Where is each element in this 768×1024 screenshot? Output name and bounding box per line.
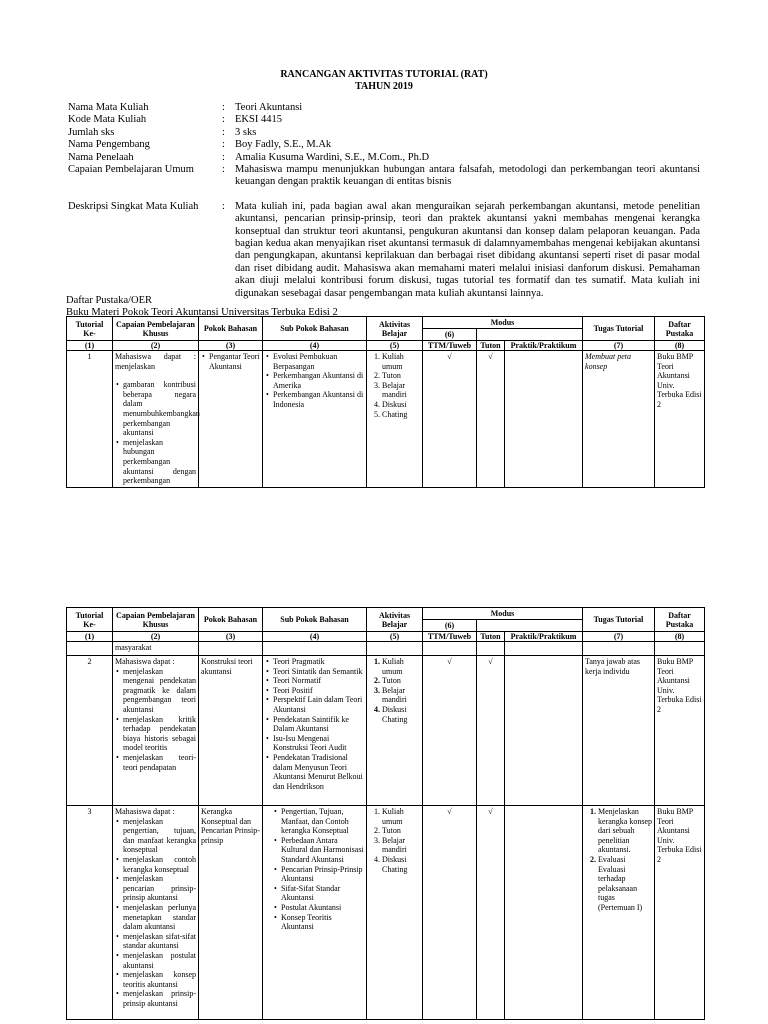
list-item: 2. Tuton — [382, 371, 420, 381]
reference-text: Buku Materi Pokok Teori Akuntansi Universitas Terbuka Edisi 2 — [66, 307, 338, 318]
col-number: (5) — [367, 341, 423, 351]
info-key: Capaian Pembelajaran Umum — [68, 164, 194, 176]
table-header-row — [67, 632, 705, 642]
list-item: • Teori Sintatik dan Semantik — [273, 667, 364, 677]
col-number: (8) — [655, 341, 705, 351]
tuton-check: √ — [477, 656, 505, 806]
praktik-cell — [505, 806, 583, 1020]
tugas-cell: Membuat peta konsep — [583, 351, 655, 488]
pokok-cell: Kerangka Konseptual dan Pencarian Prinsip-prinsip — [199, 806, 263, 1020]
header-capaian: Capaian Pembelajaran Khusus — [113, 317, 199, 341]
praktik-cell — [505, 656, 583, 806]
list-item: • Perspektif Lain dalam Teori Akuntansi — [273, 695, 364, 714]
list-item: • Teori Pragmatik — [273, 657, 364, 667]
tugas-cell: Tanya jawab atas kerja individu — [583, 656, 655, 806]
list-item: 1. Kuliah umum — [382, 657, 420, 676]
header-tugas: Tugas Tutorial — [583, 608, 655, 632]
rat-table-page1 — [66, 316, 705, 488]
sub-cell — [263, 806, 367, 1020]
info-key: Nama Penelaah — [68, 151, 134, 163]
course-info-row — [68, 164, 700, 201]
list-item: • Isu-Isu Mengenai Konstruksi Teori Audit — [273, 734, 364, 753]
list-item: • menjelaskan mengenai pendekatan pragmatik ke dalam pengembangan teori akuntansi — [123, 667, 196, 715]
col-number: (1) — [67, 632, 113, 642]
table-row — [67, 806, 705, 1020]
ttm-check: √ — [423, 656, 477, 806]
aktivitas-cell — [367, 351, 423, 488]
list-item: • menjelaskan perlunya menetapkan standar dalam akuntansi — [123, 903, 196, 932]
info-colon: : — [222, 164, 225, 176]
list-item: 2. Tuton — [382, 676, 420, 686]
list-item: • menjelaskan pencarian prinsip-prinsip akuntansi — [123, 874, 196, 903]
header-pokok: Pokok Bahasan — [199, 317, 263, 341]
tuton-check: √ — [477, 806, 505, 1020]
info-colon: : — [222, 200, 225, 212]
info-colon: : — [222, 139, 225, 151]
info-value: 3 sks — [235, 126, 257, 138]
list-item: • Pengantar Teori Akuntansi — [209, 352, 260, 371]
table-row — [67, 351, 705, 488]
list-item: • gambaran kontribusi beberapa negara dalam menumbuhkembangkan perkembangan akuntansi — [123, 380, 196, 438]
info-key: Deskripsi Singkat Mata Kuliah — [68, 200, 199, 212]
tugas-cell — [583, 806, 655, 1020]
info-value: Teori Akuntansi — [235, 102, 303, 113]
list-item: • menjelaskan konsep teoritis akuntansi — [123, 970, 196, 989]
tuton-check: √ — [477, 351, 505, 488]
list-item: • menjelaskan hubungan perkembangan akuntansi dengan perkembangan — [123, 438, 196, 486]
list-item: • Perkembangan Akuntansi di Amerika — [273, 371, 364, 390]
reference-label: Daftar Pustaka/OER — [66, 295, 153, 306]
list-item: 1. Kuliah umum — [382, 807, 420, 826]
header-tuton: Tuton — [477, 341, 505, 351]
course-info-row — [68, 201, 700, 300]
list-item: 3. Belajar mandiri — [382, 381, 420, 400]
header-pokok: Pokok Bahasan — [199, 608, 263, 632]
header-praktik: Praktik/Praktikum — [505, 341, 583, 351]
header-sub: Sub Pokok Bahasan — [263, 608, 367, 632]
list-item: • Perkembangan Akuntansi di Indonesia — [273, 390, 364, 409]
table-header-row — [67, 341, 705, 351]
list-item: • Pendekatan Saintifik ke Dalam Akuntansi — [273, 715, 364, 734]
info-key: Jumlah sks — [68, 126, 115, 138]
list-item: 1. Menjelaskan kerangka konsep dari sebuah penelitian akuntansi. — [598, 807, 652, 855]
course-info-table — [68, 102, 700, 300]
list-item: 1. Kuliah umum — [382, 352, 420, 371]
col-number: (5) — [367, 632, 423, 642]
list-item: 5. Chating — [382, 410, 420, 420]
daftar-cell: Buku BMP Teori Akuntansi Univ. Terbuka Edisi 2 — [655, 656, 705, 806]
col-number: (2) — [113, 341, 199, 351]
course-info-row — [68, 139, 700, 151]
course-info-row — [68, 114, 700, 126]
daftar-cell: Buku BMP Teori Akuntansi Univ. Terbuka Edisi 2 — [655, 806, 705, 1020]
header-aktivitas: Aktivitas Belajar — [367, 317, 423, 341]
header-daftar: Daftar Pustaka — [655, 608, 705, 632]
header-sub: Sub Pokok Bahasan — [263, 317, 367, 341]
header-tutorial: Tutorial Ke- — [67, 608, 113, 632]
list-item: 4. Diskusi Chating — [382, 855, 420, 874]
list-item: • Konsep Teoritis Akuntansi — [281, 913, 364, 932]
header-modus-number: (6) — [423, 329, 477, 341]
header-tugas: Tugas Tutorial — [583, 317, 655, 341]
table-header-row — [67, 608, 705, 620]
ttm-check: √ — [423, 806, 477, 1020]
info-colon: : — [222, 102, 225, 113]
col-number: (3) — [199, 341, 263, 351]
list-item: • menjelaskan kritik terhadap pendekatan biaya historis sebagai model teoritis — [123, 715, 196, 753]
tugas-list — [585, 807, 652, 913]
sub-cell — [263, 656, 367, 806]
info-value: EKSI 4415 — [235, 114, 282, 126]
header-capaian: Capaian Pembelajaran Khusus — [113, 608, 199, 632]
capaian-intro: Mahasiswa dapat : — [115, 807, 175, 816]
course-info-row — [68, 102, 700, 114]
capaian-intro: Mahasiswa dapat : menjelaskan — [115, 352, 196, 371]
capaian-list — [115, 817, 196, 1009]
list-item: • menjelaskan teori-teori pendapatan — [123, 753, 196, 772]
document-year: TAHUN 2019 — [355, 81, 413, 92]
list-item: 2. Tuton — [382, 826, 420, 836]
info-colon: : — [222, 114, 225, 126]
list-item: • Perbedaan Antara Kultural dan Harmonisasi Standard Akuntansi — [281, 836, 364, 865]
table-header-row — [67, 317, 705, 329]
list-item: • Teori Normatif — [273, 676, 364, 686]
col-number: (4) — [263, 341, 367, 351]
header-modus: Modus — [423, 317, 583, 329]
sub-list — [265, 657, 364, 791]
table-row-continued — [67, 642, 705, 656]
list-item: • Sifat-Sifat Standar Akuntansi — [281, 884, 364, 903]
info-key: Kode Mata Kuliah — [68, 114, 147, 126]
info-value: Boy Fadly, S.E., M.Ak — [235, 139, 332, 151]
header-tutorial: Tutorial Ke- — [67, 317, 113, 341]
info-key: Nama Pengembang — [68, 139, 150, 151]
capaian-cell — [113, 351, 199, 488]
list-item: • menjelaskan prinsip-prinsip akuntansi — [123, 989, 196, 1008]
ttm-check: √ — [423, 351, 477, 488]
list-item: 4. Diskusi — [382, 400, 420, 410]
info-colon: : — [222, 151, 225, 163]
pokok-cell: Konstruksi teori akuntansi — [199, 656, 263, 806]
info-value: Mahasiswa mampu menunjukkan hubungan antara falsafah, metodologi dan perkembangan teori akuntansi keuangan dengan praktik keuangan di entitas bisnis — [235, 164, 700, 188]
list-item: • menjelaskan postulat akuntansi — [123, 951, 196, 970]
col-number: (7) — [583, 341, 655, 351]
list-item: • menjelaskan sifat-sifat standar akuntansi — [123, 932, 196, 951]
col-number: (7) — [583, 632, 655, 642]
list-item: • Evolusi Pembukuan Berpasangan — [273, 352, 364, 371]
continued-text: masyarakat — [113, 642, 199, 656]
header-modus-number: (6) — [423, 620, 477, 632]
list-item: 4. Diskusi Chating — [382, 705, 420, 724]
header-aktivitas: Aktivitas Belajar — [367, 608, 423, 632]
list-item: • menjelaskan contoh kerangka konseptual — [123, 855, 196, 874]
info-key: Nama Mata Kuliah — [68, 102, 149, 113]
capaian-cell — [113, 806, 199, 1020]
col-number: (8) — [655, 632, 705, 642]
header-daftar: Daftar Pustaka — [655, 317, 705, 341]
header-ttm: TTM/Tuweb — [423, 341, 477, 351]
header-tuton: Tuton — [477, 632, 505, 642]
list-item: • Pendekatan Tradisional dalam Menyusun Teori Akuntansi Menurut Belkoui dan Hendrikson — [273, 753, 364, 791]
list-item: 3. Belajar mandiri — [382, 686, 420, 705]
info-value: Mata kuliah ini, pada bagian awal akan menguraikan sejarah perkembangan akuntansi, metode penelitian akuntansi, pencarian prinsip-prinsip, teori dan praktek akuntansi yakni membahas mengenai kerangka konseptual dan struktur teori akuntansi, pengukuran akuntansi dan konsep dalam pelaporan keuangan. Pada bagian kedua akan menyajikan riset akuntansi termasuk di dalamnyamembahas mengenai kebijakan akuntansi dan pengungkapan, akuntansi keprilakuan dan berbagai riset dibidang akuntansi seperti riset di pasar modal dan riset dibidang audit. Mahasiswa akan memahami materi melalui inisiasi danforum diskusi. Pemahaman akan diuji melalui kontribusi forum diskusi, tugas tutorial tes formatif dan tes sumatif. Mata kuliah ini digunakan sesebagai dasar pengembangan mata kuliah akuntansi lainnya. — [235, 200, 700, 299]
col-number: (3) — [199, 632, 263, 642]
col-number: (1) — [67, 341, 113, 351]
aktivitas-list — [369, 657, 420, 724]
list-item: 3. Belajar mandiri — [382, 836, 420, 855]
header-praktik: Praktik/Praktikum — [505, 632, 583, 642]
daftar-cell: Buku BMP Teori Akuntansi Univ. Terbuka Edisi 2 — [655, 351, 705, 488]
header-modus: Modus — [423, 608, 583, 620]
document-title: RANCANGAN AKTIVITAS TUTORIAL (RAT) — [280, 69, 488, 80]
tutorial-number: 3 — [67, 806, 113, 1020]
capaian-cell — [113, 656, 199, 806]
sub-list — [265, 807, 364, 932]
aktivitas-cell — [367, 806, 423, 1020]
course-info-row — [68, 152, 700, 164]
list-item: • menjelaskan pengertian, tujuan, dan manfaat kerangka konseptual — [123, 817, 196, 855]
header-ttm: TTM/Tuweb — [423, 632, 477, 642]
list-item: 2. Evaluasi Evaluasi terhadap pelaksanaan tugas (Pertemuan I) — [598, 855, 652, 913]
pokok-cell — [199, 351, 263, 488]
course-info-row — [68, 127, 700, 139]
sub-list — [265, 352, 364, 410]
info-colon: : — [222, 126, 225, 138]
aktivitas-list — [369, 352, 420, 419]
col-number: (4) — [263, 632, 367, 642]
tutorial-number: 2 — [67, 656, 113, 806]
sub-cell — [263, 351, 367, 488]
info-value: Amalia Kusuma Wardini, S.E., M.Com., Ph.D — [235, 151, 430, 163]
list-item: • Postulat Akuntansi — [281, 903, 364, 913]
capaian-list — [115, 667, 196, 773]
col-number: (2) — [113, 632, 199, 642]
list-item: • Teori Positif — [273, 686, 364, 696]
list-item: • Pengertian, Tujuan, Manfaat, dan Contoh kerangka Konseptual — [281, 807, 364, 836]
table-row — [67, 656, 705, 806]
aktivitas-cell — [367, 656, 423, 806]
aktivitas-list — [369, 807, 420, 874]
rat-table-page2 — [66, 607, 705, 1020]
praktik-cell — [505, 351, 583, 488]
tutorial-number: 1 — [67, 351, 113, 488]
capaian-list — [115, 380, 200, 486]
list-item: • Pencarian Prinsip-Prinsip Akuntansi — [281, 865, 364, 884]
capaian-intro: Mahasiswa dapat : — [115, 657, 175, 666]
